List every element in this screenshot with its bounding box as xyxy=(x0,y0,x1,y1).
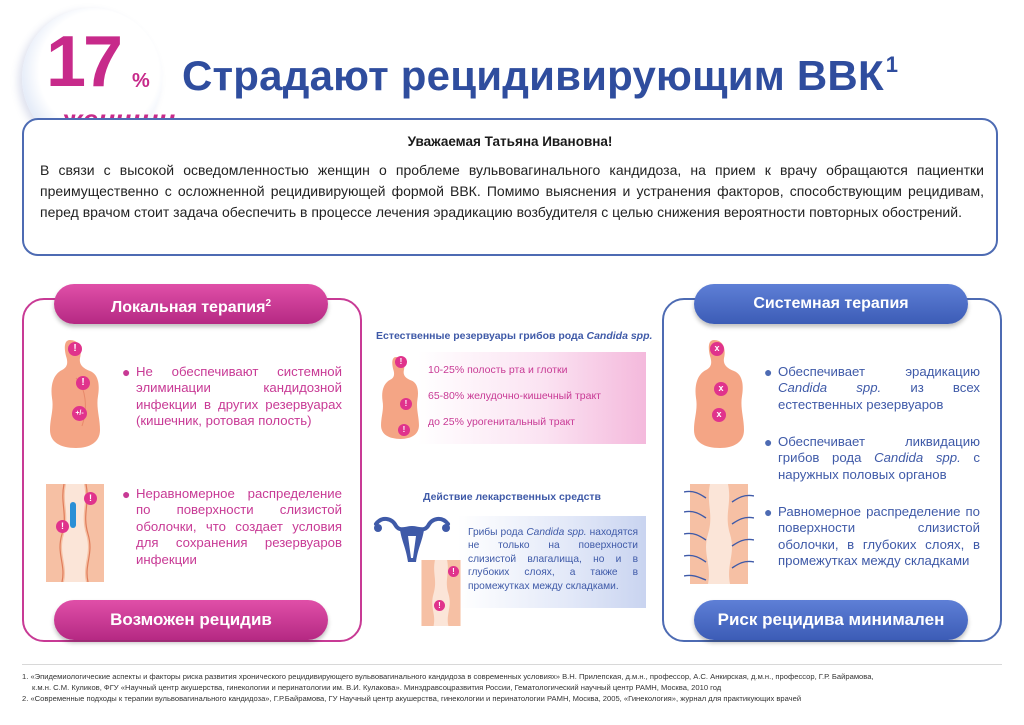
warning-marker-icon: ! xyxy=(76,376,90,390)
footnote-line: 1. «Эпидемиологические аспекты и факторы риска развития хронического рецидивирующего вульвовагинального кандидоза в современных условиях» В.Н. Прилепская, д.м.н., профессор, А.С. Анкирская, д.м.н., профессор, Г.Р. Байрамова, xyxy=(22,672,874,681)
bullet-dot-icon: ● xyxy=(764,364,773,380)
intro-box xyxy=(22,118,998,256)
warning-marker-icon: ! xyxy=(398,424,410,436)
systemic-bullet-3: ● Равномерное распределение по поверхности слизистой оболочки, в глубоких слоях, в промежутках между складками xyxy=(764,504,980,569)
reservoir-item: до 25% урогенитальный тракт xyxy=(428,416,575,428)
bullet-dot-icon: ● xyxy=(764,504,773,520)
drug-action-title: Действие лекарственных средств xyxy=(422,491,602,503)
systemic-therapy-title: Системная терапия xyxy=(694,284,968,324)
bullet-dot-icon: ● xyxy=(122,364,131,380)
eradicated-marker-icon: x xyxy=(712,408,726,422)
eradicated-marker-icon: x xyxy=(714,382,728,396)
warning-marker-icon: ! xyxy=(434,600,445,611)
minimal-relapse-label: Риск рецидива минимален xyxy=(694,600,968,640)
partial-marker-icon: +/- xyxy=(72,406,87,421)
local-therapy-title xyxy=(54,284,328,324)
warning-marker-icon: ! xyxy=(395,356,407,368)
title-footnote-mark: 1 xyxy=(885,52,899,77)
relapse-possible-label: Возможен рецидив xyxy=(54,600,328,640)
local-therapy-title-text: Локальная терапия xyxy=(110,299,266,316)
reservoirs-title: Естественные резервуары грибов рода Candida spp. xyxy=(376,330,653,342)
warning-marker-icon: ! xyxy=(68,342,82,356)
intro-text: В связи с высокой осведомленностью женщин о проблеме вульвовагинального кандидоза, на прием к врачу обращаются пациентки преимущественно с осложненной рецидивирующей формой ВВК. Помимо выяснения и устранения факторов, способствующим рецидивам, перед врачом стоит задача обеспечить в процессе лечения эрадикацию возбудителя с целью снижения вероятности повторных обострений. xyxy=(40,162,984,220)
local-bullet-1: ● Не обеспечивают системной элиминации кандидозной инфекции в других резервуарах (кишечник, ротовая полость) xyxy=(122,364,342,429)
reservoirs-box xyxy=(418,352,646,444)
warning-marker-icon: ! xyxy=(400,398,412,410)
bullet-dot-icon: ● xyxy=(122,486,131,502)
greeting: Уважаемая Татьяна Ивановна! xyxy=(407,134,613,149)
eradicated-marker-icon: x xyxy=(710,342,724,356)
page-title xyxy=(182,52,898,100)
footnotes xyxy=(22,671,1012,704)
reservoir-item: 10-25% полость рта и глотки xyxy=(428,364,568,376)
warning-marker-icon: ! xyxy=(448,566,459,577)
footnote-line: к.м.н. С.М. Куликов, ФГУ «Научный центр акушерства, гинекологии и перинатологии им. В.И. Кулакова». Минздравсоцразвития России, Гематологический научный центр РАМН, Москва, 2010 год xyxy=(32,683,722,692)
local-footnote-mark: 2 xyxy=(265,298,272,309)
uterus-icon xyxy=(372,514,452,566)
reservoir-item: 65-80% желудочно-кишечный тракт xyxy=(428,390,601,402)
systemic-bullet-2: ● Обеспечивает ликвидацию грибов рода Candida spp. с наружных половых органов xyxy=(764,434,980,482)
warning-marker-icon: ! xyxy=(84,492,97,505)
badge-percent: % xyxy=(132,70,150,92)
footnote-divider xyxy=(22,664,1002,665)
badge-number: 17 xyxy=(46,22,121,102)
warning-marker-icon: ! xyxy=(56,520,69,533)
footnote-line: 2. «Современные подходы к терапии вульвовагинального кандидоза», Г.Р.Байрамова, ГУ Научный центр акушерства, гинекологии и перинатологии РАМН, Москва, 2005, «Гинекология», журнал для практикующих врачей xyxy=(22,694,802,703)
drug-action-text: Грибы рода Candida spp. находятся не только на поверхности слизистой влагалища, но и в глубоких слоях, а также в промежутках между складками. xyxy=(468,527,638,592)
mucosa-drug-figure-icon xyxy=(684,484,754,584)
bullet-dot-icon: ● xyxy=(764,434,773,450)
drug-action-box xyxy=(458,516,646,608)
page-title-text: Страдают рецидивирующим ВВК xyxy=(182,52,884,99)
local-bullet-2: ● Неравномерное распределение по поверхности слизистой оболочки, что создает условия для сохранения резервуаров инфекции xyxy=(122,486,342,567)
systemic-bullet-1: ● Обеспечивает эрадикацию Candida spp. из всех естественных резервуаров xyxy=(764,364,980,412)
